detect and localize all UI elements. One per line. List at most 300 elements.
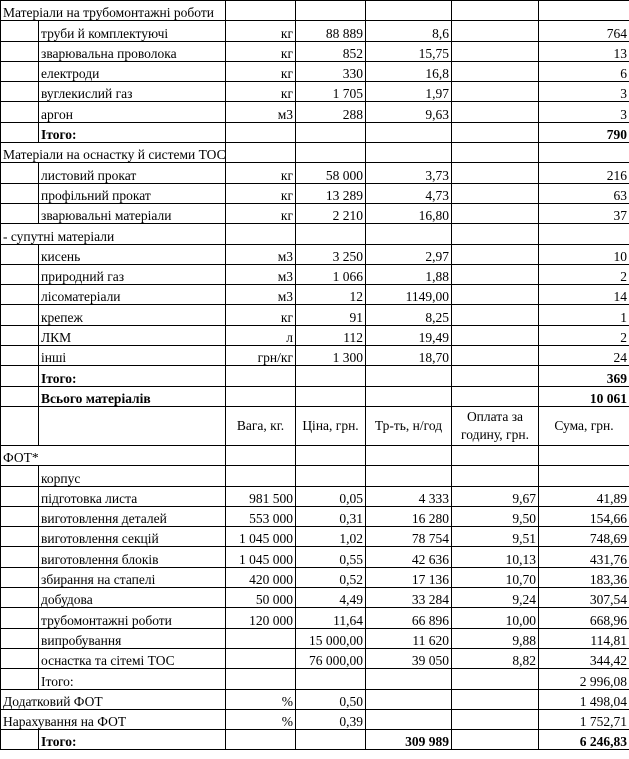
item-name[interactable] <box>39 102 226 122</box>
sum-cell[interactable] <box>539 588 629 608</box>
empty-cell[interactable] <box>226 366 296 386</box>
empty-cell[interactable] <box>452 183 539 203</box>
item-name[interactable] <box>39 486 226 506</box>
weight-cell[interactable] <box>226 648 296 668</box>
sum-cell[interactable] <box>539 547 629 567</box>
pct-sum-text: 1 752,71 <box>579 714 627 730</box>
indent-cell[interactable] <box>1 325 39 345</box>
sum-cell-text: 37 <box>613 208 627 224</box>
empty-cell[interactable] <box>452 82 539 102</box>
item-name[interactable] <box>39 183 226 203</box>
sum-cell-text: 114,81 <box>590 632 627 648</box>
rate-cell[interactable] <box>452 486 539 506</box>
price-cell[interactable] <box>296 588 366 608</box>
section-label[interactable] <box>1 1 226 21</box>
sum-cell-text: 63 <box>613 187 627 203</box>
total-sum[interactable] <box>539 122 629 142</box>
item-name[interactable] <box>39 346 226 366</box>
table-row <box>1 102 629 122</box>
price-cell[interactable] <box>366 82 452 102</box>
empty-cell[interactable] <box>296 669 366 689</box>
qty-cell[interactable] <box>296 285 366 305</box>
item-name[interactable] <box>39 264 226 284</box>
indent-cell[interactable] <box>1 183 39 203</box>
sum-cell[interactable] <box>539 628 629 648</box>
subtotal-label[interactable] <box>39 669 226 689</box>
empty-cell[interactable] <box>452 386 539 406</box>
empty-cell[interactable] <box>226 122 296 142</box>
item-name[interactable] <box>39 163 226 183</box>
labor-cell-text: 4 333 <box>418 490 449 506</box>
qty-cell[interactable] <box>296 346 366 366</box>
price-cell[interactable] <box>366 21 452 41</box>
sum-cell[interactable] <box>539 203 629 223</box>
unit-cell[interactable] <box>226 346 296 366</box>
empty-cell[interactable] <box>226 466 296 486</box>
indent-cell[interactable] <box>1 366 39 386</box>
empty-cell[interactable] <box>452 41 539 61</box>
price-cell[interactable] <box>366 305 452 325</box>
sum-cell-text: 183,36 <box>589 572 627 588</box>
indent-cell[interactable] <box>1 203 39 223</box>
unit-cell[interactable] <box>226 102 296 122</box>
labor-cell[interactable] <box>366 506 452 526</box>
empty-cell[interactable] <box>39 406 226 445</box>
item-name[interactable] <box>39 325 226 345</box>
table-row <box>1 82 629 102</box>
empty-cell[interactable] <box>226 224 296 244</box>
sum-cell[interactable] <box>539 486 629 506</box>
qty-cell[interactable] <box>296 163 366 183</box>
pct-label[interactable] <box>1 709 226 729</box>
qty-cell[interactable] <box>296 61 366 81</box>
empty-cell[interactable] <box>226 730 296 750</box>
rate-cell[interactable] <box>452 547 539 567</box>
weight-cell-text: 120 000 <box>249 612 293 628</box>
pct-unit[interactable] <box>226 709 296 729</box>
table-row <box>1 486 629 506</box>
empty-cell[interactable] <box>539 466 629 486</box>
price-cell[interactable] <box>366 41 452 61</box>
total-label[interactable] <box>39 386 226 406</box>
indent-cell[interactable] <box>1 102 39 122</box>
pct-sum[interactable] <box>539 689 629 709</box>
rate-cell[interactable] <box>452 527 539 547</box>
table-row <box>1 203 629 223</box>
price-cell-text: 11,64 <box>333 612 363 628</box>
price-cell[interactable] <box>366 163 452 183</box>
header-rate[interactable] <box>452 406 539 445</box>
table-row <box>1 628 629 648</box>
table-row <box>1 406 629 445</box>
sum-cell[interactable] <box>539 325 629 345</box>
unit-cell[interactable] <box>226 285 296 305</box>
price-cell-text: 1149,00 <box>405 289 449 305</box>
sum-cell[interactable] <box>539 41 629 61</box>
indent-cell[interactable] <box>1 264 39 284</box>
group-label[interactable] <box>39 466 226 486</box>
weight-cell-text: 1 045 000 <box>239 531 293 547</box>
qty-cell[interactable] <box>296 325 366 345</box>
sum-cell-text: 1 <box>620 309 627 325</box>
total-label[interactable] <box>39 366 226 386</box>
indent-cell[interactable] <box>1 406 39 445</box>
empty-cell[interactable] <box>452 285 539 305</box>
item-name[interactable] <box>39 61 226 81</box>
empty-cell[interactable] <box>539 224 629 244</box>
table-row <box>1 445 629 465</box>
price-cell[interactable] <box>366 244 452 264</box>
weight-cell[interactable] <box>226 628 296 648</box>
section-label-text: - супутні матеріали <box>3 228 115 244</box>
empty-cell[interactable] <box>366 466 452 486</box>
price-cell[interactable] <box>366 61 452 81</box>
sum-cell[interactable] <box>539 346 629 366</box>
unit-cell[interactable] <box>226 183 296 203</box>
empty-cell[interactable] <box>452 366 539 386</box>
sum-cell[interactable] <box>539 82 629 102</box>
empty-cell[interactable] <box>296 143 366 163</box>
sum-cell[interactable] <box>539 285 629 305</box>
unit-cell[interactable] <box>226 163 296 183</box>
price-cell-text: 0,31 <box>339 511 363 527</box>
indent-cell[interactable] <box>1 588 39 608</box>
empty-cell[interactable] <box>452 244 539 264</box>
sum-cell[interactable] <box>539 163 629 183</box>
indent-cell[interactable] <box>1 21 39 41</box>
item-name[interactable] <box>39 203 226 223</box>
empty-cell[interactable] <box>452 122 539 142</box>
total-label[interactable] <box>39 122 226 142</box>
empty-cell[interactable] <box>226 669 296 689</box>
empty-cell[interactable] <box>452 305 539 325</box>
empty-cell[interactable] <box>366 386 452 406</box>
qty-cell[interactable] <box>296 264 366 284</box>
item-name[interactable] <box>39 567 226 587</box>
indent-cell[interactable] <box>1 163 39 183</box>
item-name[interactable] <box>39 21 226 41</box>
weight-cell[interactable] <box>226 506 296 526</box>
empty-cell[interactable] <box>366 669 452 689</box>
empty-cell[interactable] <box>452 102 539 122</box>
header-sum[interactable] <box>539 406 629 445</box>
unit-cell[interactable] <box>226 61 296 81</box>
indent-cell[interactable] <box>1 567 39 587</box>
price-cell-text: 4,49 <box>339 592 363 608</box>
subtotal-sum[interactable] <box>539 669 629 689</box>
weight-cell[interactable] <box>226 567 296 587</box>
weight-cell[interactable] <box>226 608 296 628</box>
unit-cell[interactable] <box>226 41 296 61</box>
header-weight[interactable] <box>226 406 296 445</box>
section-label[interactable] <box>1 445 226 465</box>
pct-sum[interactable] <box>539 709 629 729</box>
unit-cell[interactable] <box>226 264 296 284</box>
table-row <box>1 506 629 526</box>
pct-unit[interactable] <box>226 689 296 709</box>
price-cell[interactable] <box>366 183 452 203</box>
indent-cell[interactable] <box>1 41 39 61</box>
empty-cell[interactable] <box>452 669 539 689</box>
table-row <box>1 21 629 41</box>
sum-cell[interactable] <box>539 648 629 668</box>
labor-cell[interactable] <box>366 588 452 608</box>
item-name-text: інші <box>41 350 67 366</box>
rate-cell[interactable] <box>452 608 539 628</box>
rate-cell[interactable] <box>452 588 539 608</box>
price-cell-text: 19,49 <box>418 330 449 346</box>
empty-cell[interactable] <box>452 709 539 729</box>
sum-cell[interactable] <box>539 264 629 284</box>
qty-cell[interactable] <box>296 244 366 264</box>
empty-cell[interactable] <box>366 122 452 142</box>
price-cell[interactable] <box>366 325 452 345</box>
sum-cell[interactable] <box>539 527 629 547</box>
qty-cell[interactable] <box>296 21 366 41</box>
empty-cell[interactable] <box>366 689 452 709</box>
labor-cell[interactable] <box>366 608 452 628</box>
indent-cell[interactable] <box>1 547 39 567</box>
indent-cell[interactable] <box>1 527 39 547</box>
price-cell[interactable] <box>296 567 366 587</box>
indent-cell[interactable] <box>1 730 39 750</box>
rate-cell-text: 9,67 <box>512 490 536 506</box>
empty-cell[interactable] <box>539 143 629 163</box>
price-cell[interactable] <box>366 203 452 223</box>
pct-value[interactable] <box>296 689 366 709</box>
weight-cell[interactable] <box>226 486 296 506</box>
grand-total-sum[interactable] <box>539 730 629 750</box>
price-cell[interactable] <box>296 648 366 668</box>
unit-cell[interactable] <box>226 305 296 325</box>
empty-cell[interactable] <box>452 346 539 366</box>
item-name[interactable] <box>39 305 226 325</box>
unit-cell[interactable] <box>226 325 296 345</box>
qty-cell[interactable] <box>296 102 366 122</box>
price-cell[interactable] <box>296 547 366 567</box>
sum-cell[interactable] <box>539 506 629 526</box>
indent-cell[interactable] <box>1 346 39 366</box>
item-name[interactable] <box>39 608 226 628</box>
price-cell[interactable] <box>366 285 452 305</box>
item-name[interactable] <box>39 588 226 608</box>
price-cell-text: 1,97 <box>425 86 449 102</box>
sum-cell[interactable] <box>539 608 629 628</box>
sum-cell-text: 748,69 <box>589 531 627 547</box>
indent-cell[interactable] <box>1 608 39 628</box>
weight-cell[interactable] <box>226 527 296 547</box>
item-name[interactable] <box>39 506 226 526</box>
indent-cell[interactable] <box>1 244 39 264</box>
empty-cell[interactable] <box>296 386 366 406</box>
sum-cell[interactable] <box>539 305 629 325</box>
price-cell[interactable] <box>296 628 366 648</box>
indent-cell[interactable] <box>1 466 39 486</box>
empty-cell[interactable] <box>452 445 539 465</box>
item-name[interactable] <box>39 244 226 264</box>
labor-cell[interactable] <box>366 486 452 506</box>
rate-cell-text: 10,70 <box>505 572 536 588</box>
section-label-text: Матеріали на оснастку й системи ТОС <box>3 147 226 163</box>
labor-cell[interactable] <box>366 628 452 648</box>
item-name[interactable] <box>39 82 226 102</box>
total-sum[interactable] <box>539 386 629 406</box>
unit-cell-text: кг <box>280 66 293 82</box>
sum-cell-text: 216 <box>606 167 627 183</box>
indent-cell[interactable] <box>1 506 39 526</box>
empty-cell[interactable] <box>539 445 629 465</box>
item-name-text: трубомонтажні роботи <box>41 612 172 628</box>
empty-cell[interactable] <box>452 689 539 709</box>
item-name-text: труби й комплектуючі <box>41 25 169 41</box>
sum-cell-text: 6 <box>620 66 627 82</box>
qty-cell[interactable] <box>296 41 366 61</box>
pct-unit-text: % <box>281 693 293 709</box>
item-name[interactable] <box>39 41 226 61</box>
price-cell[interactable] <box>366 346 452 366</box>
total-sum[interactable] <box>539 366 629 386</box>
rate-cell[interactable] <box>452 506 539 526</box>
grand-total-label-text: Ітого: <box>41 734 77 750</box>
qty-cell-text: 112 <box>343 330 363 346</box>
empty-cell[interactable] <box>452 21 539 41</box>
empty-cell[interactable] <box>226 445 296 465</box>
section-label[interactable] <box>1 143 226 163</box>
qty-cell[interactable] <box>296 82 366 102</box>
item-name[interactable] <box>39 628 226 648</box>
price-cell-text: 76 000,00 <box>309 653 363 669</box>
empty-cell[interactable] <box>366 709 452 729</box>
qty-cell-text: 58 000 <box>325 167 363 183</box>
labor-cell[interactable] <box>366 547 452 567</box>
header-price-text: Ціна, грн. <box>302 417 359 433</box>
empty-cell[interactable] <box>366 445 452 465</box>
price-cell-text: 2,97 <box>425 248 449 264</box>
grand-total-label[interactable] <box>39 730 226 750</box>
price-cell[interactable] <box>296 527 366 547</box>
empty-cell[interactable] <box>296 466 366 486</box>
sum-cell[interactable] <box>539 21 629 41</box>
price-cell[interactable] <box>296 506 366 526</box>
empty-cell[interactable] <box>452 730 539 750</box>
sum-cell[interactable] <box>539 244 629 264</box>
indent-cell[interactable] <box>1 648 39 668</box>
unit-cell[interactable] <box>226 82 296 102</box>
price-cell[interactable] <box>296 486 366 506</box>
empty-cell[interactable] <box>539 1 629 21</box>
grand-total-labor[interactable] <box>366 730 452 750</box>
indent-cell[interactable] <box>1 628 39 648</box>
empty-cell[interactable] <box>296 366 366 386</box>
empty-cell[interactable] <box>296 445 366 465</box>
pct-value[interactable] <box>296 709 366 729</box>
empty-cell[interactable] <box>226 1 296 21</box>
item-name-text: добудова <box>41 592 93 608</box>
empty-cell[interactable] <box>296 1 366 21</box>
qty-cell[interactable] <box>296 203 366 223</box>
sum-cell[interactable] <box>539 61 629 81</box>
empty-cell[interactable] <box>452 203 539 223</box>
indent-cell[interactable] <box>1 122 39 142</box>
empty-cell[interactable] <box>366 224 452 244</box>
unit-cell[interactable] <box>226 244 296 264</box>
item-name[interactable] <box>39 527 226 547</box>
empty-cell[interactable] <box>452 466 539 486</box>
section-label-text: Матеріали на трубомонтажні роботи <box>3 5 214 21</box>
item-name-text: випробування <box>41 632 122 648</box>
rate-cell[interactable] <box>452 628 539 648</box>
weight-cell[interactable] <box>226 547 296 567</box>
indent-cell[interactable] <box>1 305 39 325</box>
table-row <box>1 527 629 547</box>
sum-cell[interactable] <box>539 567 629 587</box>
empty-cell[interactable] <box>296 730 366 750</box>
item-name[interactable] <box>39 547 226 567</box>
rate-cell[interactable] <box>452 648 539 668</box>
item-name[interactable] <box>39 285 226 305</box>
header-labor[interactable] <box>366 406 452 445</box>
header-labor-text: Тр-ть, н/год <box>374 417 443 433</box>
unit-cell-text: м3 <box>277 248 293 264</box>
price-cell[interactable] <box>366 264 452 284</box>
qty-cell[interactable] <box>296 183 366 203</box>
empty-cell[interactable] <box>452 143 539 163</box>
sum-cell[interactable] <box>539 183 629 203</box>
rate-cell[interactable] <box>452 567 539 587</box>
indent-cell[interactable] <box>1 82 39 102</box>
item-name-text: виготовлення блоків <box>41 551 159 567</box>
group-label-text: корпус <box>41 470 81 486</box>
price-cell[interactable] <box>366 102 452 122</box>
unit-cell[interactable] <box>226 203 296 223</box>
empty-cell[interactable] <box>366 143 452 163</box>
labor-cell[interactable] <box>366 648 452 668</box>
sum-cell-text: 307,54 <box>589 592 627 608</box>
empty-cell[interactable] <box>452 1 539 21</box>
price-cell[interactable] <box>296 608 366 628</box>
item-name[interactable] <box>39 648 226 668</box>
pct-value-text: 0,50 <box>339 693 363 709</box>
unit-cell[interactable] <box>226 21 296 41</box>
empty-cell[interactable] <box>366 366 452 386</box>
empty-cell[interactable] <box>296 122 366 142</box>
qty-cell[interactable] <box>296 305 366 325</box>
weight-cell[interactable] <box>226 588 296 608</box>
empty-cell[interactable] <box>226 386 296 406</box>
empty-cell[interactable] <box>452 163 539 183</box>
indent-cell[interactable] <box>1 61 39 81</box>
indent-cell[interactable] <box>1 669 39 689</box>
sum-cell-text: 431,76 <box>589 551 627 567</box>
empty-cell[interactable] <box>226 143 296 163</box>
empty-cell[interactable] <box>452 325 539 345</box>
sum-cell[interactable] <box>539 102 629 122</box>
labor-cell[interactable] <box>366 527 452 547</box>
empty-cell[interactable] <box>452 61 539 81</box>
empty-cell[interactable] <box>452 264 539 284</box>
empty-cell[interactable] <box>452 224 539 244</box>
empty-cell[interactable] <box>296 224 366 244</box>
header-price[interactable] <box>296 406 366 445</box>
unit-cell-text: м3 <box>277 289 293 305</box>
indent-cell[interactable] <box>1 486 39 506</box>
indent-cell[interactable] <box>1 285 39 305</box>
labor-cell[interactable] <box>366 567 452 587</box>
indent-cell[interactable] <box>1 386 39 406</box>
pct-label[interactable] <box>1 689 226 709</box>
empty-cell[interactable] <box>366 1 452 21</box>
section-label[interactable] <box>1 224 226 244</box>
